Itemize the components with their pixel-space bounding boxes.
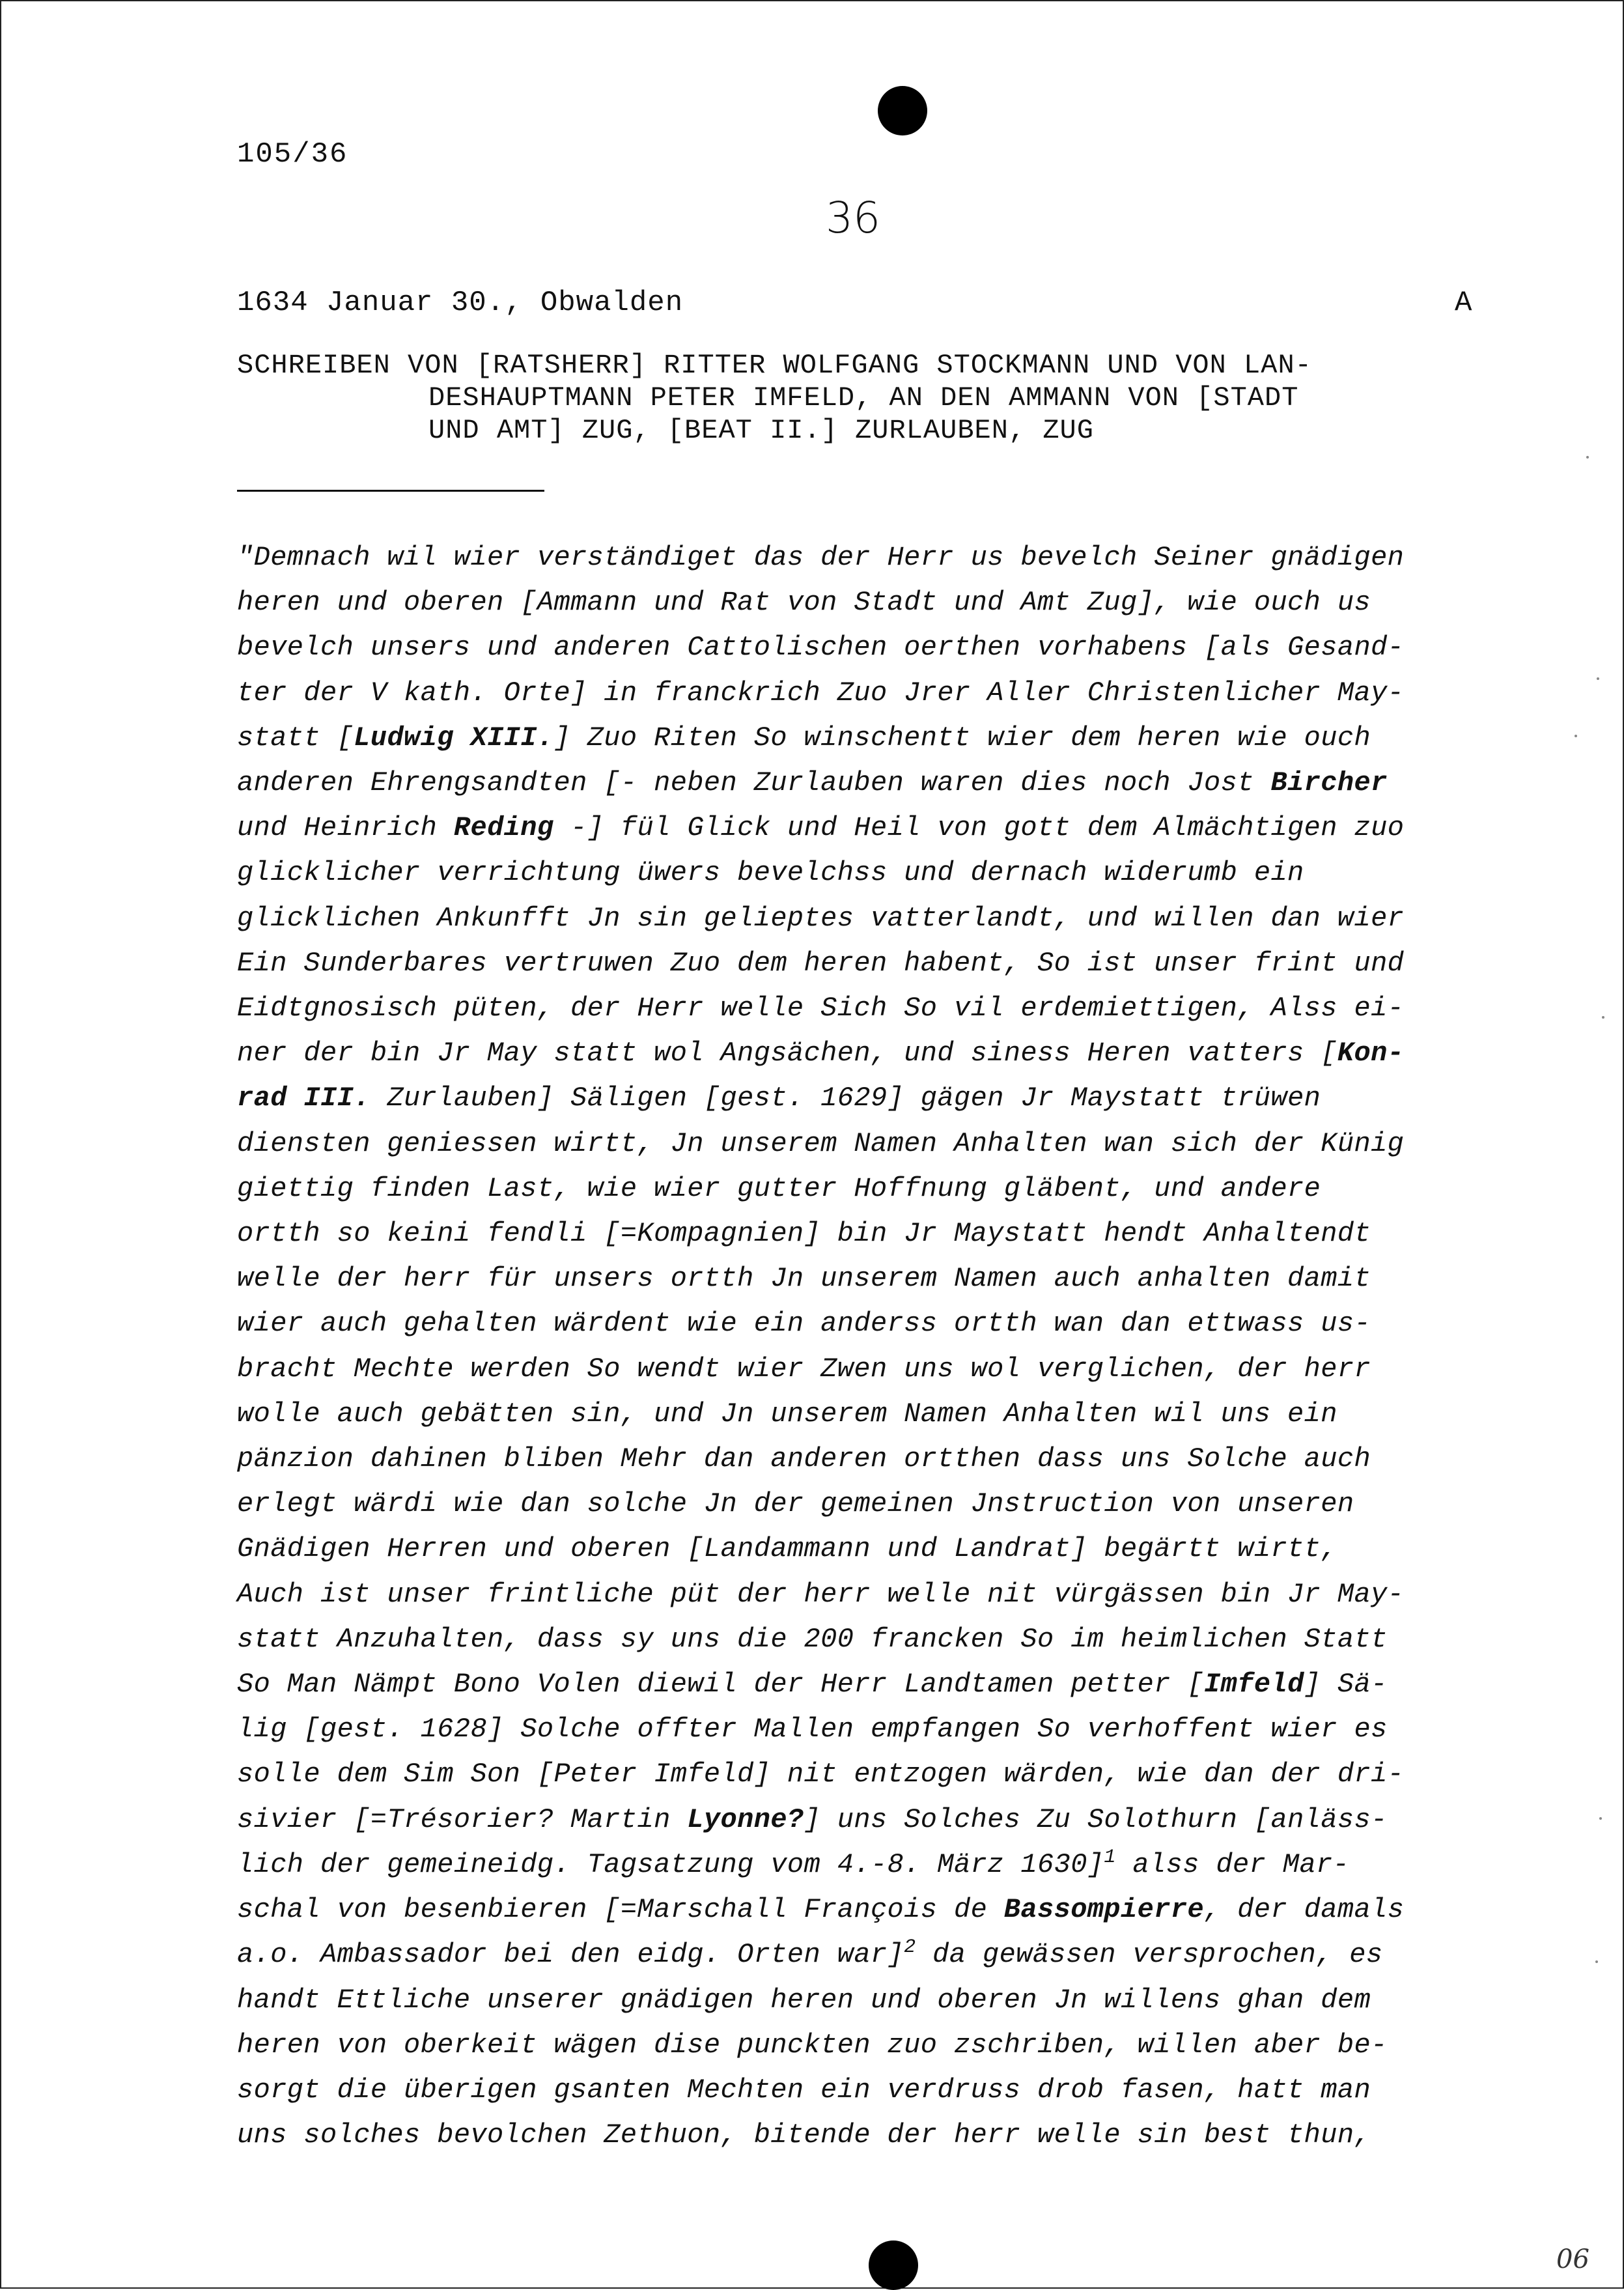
- text-line: Auch ist unser frintliche püt der herr welle nit vürgässen bin Jr May-: [237, 1578, 1405, 1610]
- text-line: wier auch gehalten wärdent wie ein anderss ortth wan dan ettwass us-: [237, 1308, 1371, 1340]
- person-name: Reding: [453, 812, 554, 844]
- text-line: solle dem Sim Son [Peter Imfeld] nit entzogen wärden, wie dan der dri-: [237, 1759, 1405, 1790]
- text-line: Ein Sunderbares vertruwen Zuo dem heren habent, So ist unser frint und: [237, 947, 1405, 979]
- text-line: "Demnach wil wier verständiget das der Herr us bevelch Seiner gnädigen: [237, 542, 1405, 573]
- page-number: 36: [826, 193, 880, 243]
- text-line: giettig finden Last, wie wier gutter Hoffnung gläbent, und andere: [237, 1172, 1321, 1204]
- text-line: rad III. Zurlauben] Säligen [gest. 1629] gägen Jr Maystatt trüwen: [237, 1082, 1321, 1114]
- person-name: Lyonne?: [687, 1803, 804, 1835]
- text-line: schal von besenbieren [=Marschall François de Bassompierre, der damals: [237, 1894, 1405, 1926]
- document-letter: A: [1455, 287, 1472, 319]
- text-line: erlegt wärdi wie dan solche Jn der gemeinen Jnstruction von unseren: [237, 1488, 1354, 1520]
- text-line: wolle auch gebätten sin, und Jn unserem Namen Anhalten wil uns ein: [237, 1398, 1337, 1430]
- text-line: sivier [=Trésorier? Martin Lyonne?] uns Solches Zu Solothurn [anläss-: [237, 1803, 1388, 1835]
- text-line: Gnädigen Herren und oberen [Landammann und Landrat] begärtt wirtt,: [237, 1533, 1337, 1565]
- text-line: lig [gest. 1628] Solche offter Mallen empfangen So verhoffent wier es: [237, 1714, 1388, 1746]
- footnote-marker[interactable]: 2: [904, 1936, 916, 1959]
- scan-speck: [1602, 1016, 1604, 1019]
- text-line: handt Ettliche unserer gnädigen heren und oberen Jn willens ghan dem: [237, 1984, 1371, 2016]
- person-name: Bassompierre: [1003, 1894, 1205, 1926]
- person-name: Ludwig XIII.: [354, 722, 554, 754]
- scan-speck: [1575, 735, 1577, 737]
- text-line: und Heinrich Reding -] fül Glick und Heil von gott dem Almächtigen zuo: [237, 812, 1405, 844]
- person-name: Bircher: [1270, 767, 1388, 799]
- text-line: glicklicher verrichtung üwers bevelchss und dernach widerumb ein: [237, 857, 1304, 889]
- text-line: uns solches bevolchen Zethuon, bitende der herr welle sin best thun,: [237, 2119, 1371, 2151]
- scan-speck: [1599, 1817, 1602, 1820]
- text-line: diensten geniessen wirtt, Jn unserem Namen Anhalten wan sich der Künig: [237, 1127, 1405, 1159]
- text-line: statt Anzuhalten, dass sy uns die 200 francken So im heimlichen Statt: [237, 1623, 1388, 1655]
- scan-speck: [1586, 456, 1589, 459]
- text-line: statt [Ludwig XIII.] Zuo Riten So winschentt wier dem heren wie ouch: [237, 722, 1371, 754]
- heading-line: DESHAUPTMANN PETER IMFELD, AN DEN AMMANN VON [STADT: [428, 382, 1299, 414]
- heading-line: UND AMT] ZUG, [BEAT II.] ZURLAUBEN, ZUG: [428, 415, 1094, 446]
- scan-speck: [1597, 677, 1599, 680]
- text-line: anderen Ehrengsandten [- neben Zurlauben waren dies noch Jost Bircher: [237, 767, 1388, 799]
- footnote-marker[interactable]: 1: [1104, 1846, 1116, 1869]
- text-line: bevelch unsers und anderen Cattolischen oerthen vorhabens [als Gesand-: [237, 632, 1405, 664]
- document-reference: 105/36: [237, 138, 348, 171]
- heading-line: SCHREIBEN VON [RATSHERR] RITTER WOLFGANG STOCKMANN UND VON LAN-: [237, 350, 1312, 381]
- text-line: heren von oberkeit wägen dise punckten zuo zschriben, willen aber be-: [237, 2029, 1388, 2061]
- text-line: So Man Nämpt Bono Volen diewil der Herr Landtamen petter [Imfeld] Sä-: [237, 1669, 1388, 1701]
- text-line: ortth so keini fendli [=Kompagnien] bin Jr Maystatt hendt Anhaltendt: [237, 1218, 1371, 1250]
- text-line: sorgt die überigen gsanten Mechten ein verdruss drob fasen, hatt man: [237, 2074, 1371, 2106]
- text-line: ter der V kath. Orte] in franckrich Zuo Jrer Aller Christenlicher May-: [237, 677, 1405, 709]
- text-line: a.o. Ambassador bei den eidg. Orten war]$^2$ da gewässen versprochen, es: [237, 1936, 1383, 1971]
- person-name: Kon-: [1337, 1038, 1405, 1069]
- text-line: lich der gemeineidg. Tagsatzung vom 4.-8. März 1630]$^1$ alss der Mar-: [237, 1846, 1350, 1880]
- person-name: rad III.: [237, 1082, 371, 1114]
- text-line: welle der herr für unsers ortth Jn unserem Namen auch anhalten damit: [237, 1263, 1371, 1295]
- text-line: ner der bin Jr May statt wol Angsächen, und siness Heren vatters [Kon-: [237, 1038, 1405, 1069]
- letter-transcription: [237, 535, 1487, 2158]
- text-line: pänzion dahinen bliben Mehr dan anderen ortthen dass uns Solche auch: [237, 1443, 1371, 1475]
- person-name: Imfeld: [1204, 1669, 1304, 1701]
- scan-speck: [1595, 1960, 1598, 1963]
- date-place: 1634 Januar 30., Obwalden: [237, 287, 684, 319]
- separator-rule: [237, 490, 544, 492]
- text-line: Eidtgnosisch püten, der Herr welle Sich So vil erdemiettigen, Alss ei-: [237, 993, 1405, 1025]
- punch-hole-top: [878, 86, 927, 135]
- text-line: glicklichen Ankunfft Jn sin gelieptes vatterlandt, und willen dan wier: [237, 902, 1405, 934]
- margin-handwritten-note: 06: [1556, 2244, 1589, 2274]
- text-line: bracht Mechte werden So wendt wier Zwen uns wol verglichen, der herr: [237, 1353, 1371, 1385]
- punch-hole-bottom: [869, 2241, 918, 2290]
- text-line: heren und oberen [Ammann und Rat von Stadt und Amt Zug], wie ouch us: [237, 587, 1371, 619]
- document-heading: [237, 349, 1474, 447]
